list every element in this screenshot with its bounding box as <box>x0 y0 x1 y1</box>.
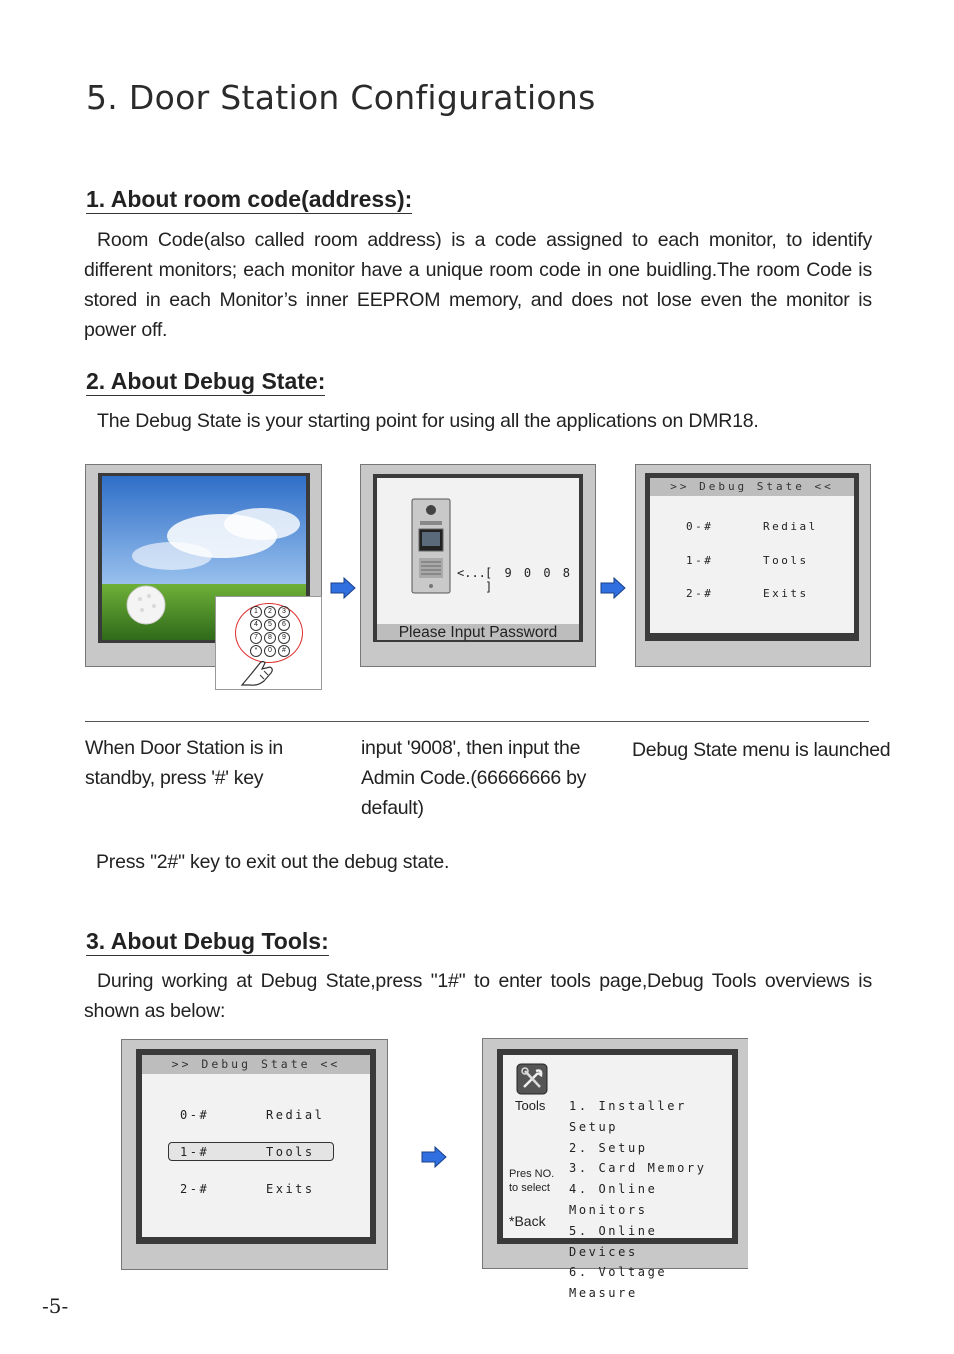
debug-state-paragraph: The Debug State is your starting point for using all the applications on DMR18. <box>97 410 759 432</box>
step2-caption: input '9008', then input the Admin Code.(66666666 by default) <box>361 737 587 819</box>
debug-tools-paragraph: During working at Debug State,press "1#" to enter tools page,Debug Tools overviews is shown as below: <box>84 970 872 1022</box>
keypad-key-2[interactable]: 2 <box>264 606 276 618</box>
right-arrow-icon <box>421 1146 447 1168</box>
divider <box>85 721 869 722</box>
tools-menu-item-setup[interactable]: 2. Setup <box>569 1140 648 1155</box>
keypad-key-7[interactable]: 7 <box>250 632 262 644</box>
tools-icon <box>516 1063 548 1095</box>
debug-menu-monitor-frame <box>635 464 871 667</box>
tools-menu-item-online-monitors[interactable]: 4. Online Monitors <box>569 1182 658 1217</box>
menu-key-exits: 2-# <box>180 1182 210 1196</box>
keypad-key-1[interactable]: 1 <box>250 606 262 618</box>
password-monitor-frame <box>360 464 596 667</box>
debug-menu-large-screen <box>136 1049 376 1244</box>
right-arrow-icon <box>600 577 626 599</box>
debug-menu-title: >> Debug State << <box>650 478 854 496</box>
menu-item-exits[interactable]: Exits <box>763 587 809 600</box>
menu-item-exits[interactable]: Exits <box>266 1182 315 1196</box>
password-prompt-bar: Please Input Password <box>377 624 579 640</box>
debug-menu-title: >> Debug State << <box>142 1055 370 1074</box>
tools-menu-item-voltage-measure[interactable]: 6. Voltage Measure <box>569 1265 668 1301</box>
password-screen <box>373 474 583 642</box>
debug-menu-large-frame <box>121 1039 388 1270</box>
back-button[interactable]: *Back <box>509 1213 546 1229</box>
tools-page-frame <box>482 1038 748 1301</box>
keypad-key-star[interactable]: * <box>250 645 262 657</box>
menu-key-tools: 1-# <box>180 1145 210 1159</box>
right-arrow-icon <box>330 577 356 599</box>
pointing-hand-icon <box>238 655 278 687</box>
tools-menu-item-installer-setup[interactable]: 1. Installer Setup <box>569 1099 687 1134</box>
tools-icon-label: Tools <box>515 1098 546 1113</box>
keypad-popup <box>215 596 322 690</box>
keypad-key-5[interactable]: 5 <box>264 619 276 631</box>
keypad-key-8[interactable]: 8 <box>264 632 276 644</box>
page-number: -5- <box>42 1294 69 1318</box>
menu-key-redial: 0-# <box>686 520 714 533</box>
tools-page-screen <box>497 1049 738 1301</box>
section-heading-debug-tools: 3. About Debug Tools: <box>86 928 329 954</box>
debug-menu-screen <box>645 473 859 641</box>
exit-note: Press "2#" key to exit out the debug state. <box>96 851 450 873</box>
password-input-display: [ 9 0 0 8 ] <box>485 566 573 594</box>
page-title: 5. Door Station Configurations <box>86 78 596 117</box>
keypad-key-hash[interactable]: # <box>278 645 290 657</box>
select-hint-line1: Pres NO. <box>509 1168 555 1180</box>
keypad-key-6[interactable]: 6 <box>278 619 290 631</box>
menu-item-redial[interactable]: Redial <box>266 1108 325 1122</box>
menu-key-exits: 2-# <box>686 587 714 600</box>
menu-item-tools[interactable]: Tools <box>763 554 809 567</box>
section-heading-room-code: 1. About room code(address): <box>86 186 413 212</box>
menu-item-redial[interactable]: Redial <box>763 520 818 533</box>
menu-key-redial: 0-# <box>180 1108 210 1122</box>
menu-key-tools: 1-# <box>686 554 714 567</box>
keypad-key-0[interactable]: 0 <box>264 645 276 657</box>
keypad-key-4[interactable]: 4 <box>250 619 262 631</box>
keypad-key-9[interactable]: 9 <box>278 632 290 644</box>
room-code-paragraph: Room Code(also called room address) is a code assigned to each monitor, to identify different monitors; each monitor have a unique room code in one buidling.The room Code is stored in each Monitor’s inner EEPROM memory, and does not lose even the monitor is power off. <box>84 229 872 341</box>
keypad-key-3[interactable]: 3 <box>278 606 290 618</box>
select-hint-line2: to select <box>509 1182 550 1194</box>
door-station-device-icon <box>411 498 451 594</box>
input-arrow-icon: <... <box>457 566 486 580</box>
tools-menu-item-card-memory[interactable]: 3. Card Memory <box>569 1161 707 1176</box>
keypad <box>250 606 292 657</box>
menu-item-tools[interactable]: Tools <box>266 1145 315 1159</box>
step3-caption: Debug State menu is launched <box>632 739 891 761</box>
section-heading-debug-state: 2. About Debug State: <box>86 368 326 394</box>
step1-caption: When Door Station is in standby, press '#' key <box>85 737 283 789</box>
tools-menu-item-online-devices[interactable]: 5. Online Devices <box>569 1223 658 1259</box>
tools-menu-list <box>569 1096 732 1304</box>
